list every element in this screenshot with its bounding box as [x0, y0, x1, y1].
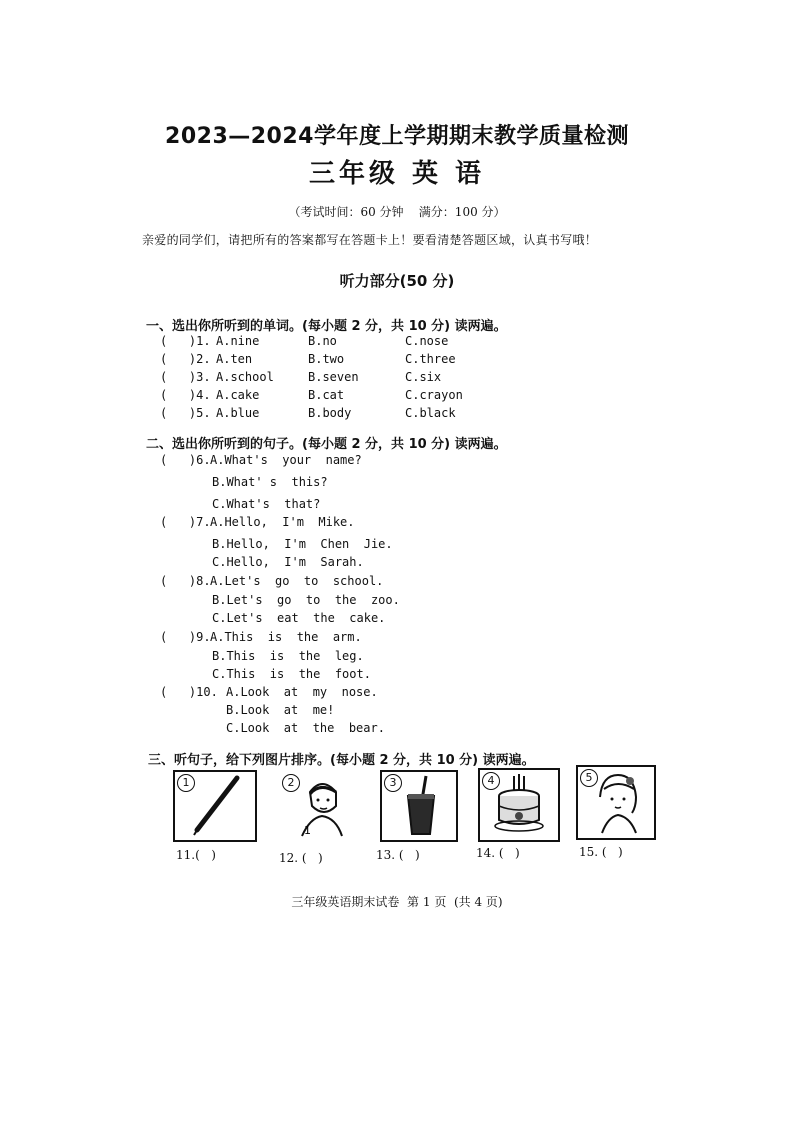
q9-number: ( )9. — [160, 630, 211, 644]
page-footer: 三年级英语期末试卷 第 1 页 (共 4 页) — [291, 895, 503, 909]
q1-option-b: B.no — [308, 334, 337, 348]
picture-2 — [278, 770, 362, 842]
q6-option-c: C.What's that? — [212, 497, 321, 511]
picture-5-mark: 5 — [580, 769, 598, 787]
q10-option-a: A.Look at my nose. — [226, 685, 378, 699]
caption-12: 12. ( ) — [279, 851, 323, 865]
q4-option-b: B.cat — [308, 388, 345, 402]
q4-option-c: C.crayon — [405, 388, 463, 402]
picture-2-mark: 2 — [282, 774, 300, 792]
picture-4 — [478, 768, 560, 842]
q5-option-b: B.body — [308, 406, 352, 420]
q2-option-a: A.ten — [216, 352, 253, 366]
picture-3-mark: 3 — [384, 774, 402, 792]
picture-1 — [173, 770, 257, 842]
q6-option-b: B.What' s this? — [212, 475, 328, 489]
q8-option-c: C.Let's eat the cake. — [212, 611, 386, 625]
q10-option-b: B.Look at me! — [226, 703, 335, 717]
q7-number: ( )7. — [160, 515, 211, 529]
q4-number: ( )4. — [160, 388, 211, 402]
q10-option-c: C.Look at the bear. — [226, 721, 385, 735]
q7-option-c: C.Hello, I'm Sarah. — [212, 555, 364, 569]
q7-option-a: A.Hello, I'm Mike. — [210, 515, 355, 529]
q4-option-a: A.cake — [216, 388, 260, 402]
q3-option-c: C.six — [405, 370, 442, 384]
section2-title: 二、选出你所听到的句子。(每小题 2 分，共 10 分) 读两遍。 — [146, 437, 507, 452]
birthday-cake-icon — [480, 770, 557, 839]
q3-option-a: A.school — [216, 370, 274, 384]
q3-option-b: B.seven — [308, 370, 359, 384]
q9-option-b: B.This is the leg. — [212, 649, 364, 663]
q8-number: ( )8. — [160, 574, 211, 588]
q9-option-c: C.This is the foot. — [212, 667, 371, 681]
q2-option-c: C.three — [405, 352, 456, 366]
q3-number: ( )3. — [160, 370, 211, 384]
picture-4-mark: 4 — [482, 772, 500, 790]
q8-option-b: B.Let's go to the zoo. — [212, 593, 400, 607]
exam-notice: 亲爱的同学们，请把所有的答案都写在答题卡上！要看清楚答题区域，认真书写哦！ — [142, 233, 598, 247]
pen-icon — [175, 772, 254, 839]
exam-subtitle: 三年级 英 语 — [308, 159, 486, 189]
q5-option-a: A.blue — [216, 406, 260, 420]
girl-icon — [578, 767, 653, 837]
exam-info: （考试时间：60 分钟 满分：100 分） — [288, 205, 506, 219]
q2-number: ( )2. — [160, 352, 211, 366]
caption-14: 14. ( ) — [476, 846, 520, 860]
q9-option-a: A.This is the arm. — [210, 630, 362, 644]
part-title: 听力部分(50 分) — [339, 272, 455, 290]
caption-15: 15. ( ) — [579, 845, 623, 859]
section1-title: 一、选出你所听到的单词。(每小题 2 分，共 10 分) 读两遍。 — [146, 319, 507, 334]
q8-option-a: A.Let's go to school. — [210, 574, 384, 588]
picture-1-mark: 1 — [177, 774, 195, 792]
q1-option-c: C.nose — [405, 334, 449, 348]
q1-number: ( )1. — [160, 334, 211, 348]
svg-text:1: 1 — [304, 824, 311, 837]
caption-13: 13. ( ) — [376, 848, 420, 862]
picture-5 — [576, 765, 656, 840]
picture-3 — [380, 770, 458, 842]
drink-cup-icon — [382, 772, 455, 839]
q6-number: ( )6. — [160, 453, 211, 467]
q6-option-a: A.What's your name? — [210, 453, 362, 467]
exam-title: 2023—2024学年度上学期期末教学质量检测 — [165, 124, 629, 149]
boy-icon — [280, 772, 364, 844]
q5-number: ( )5. — [160, 406, 211, 420]
q10-number: ( )10. — [160, 685, 218, 699]
q5-option-c: C.black — [405, 406, 456, 420]
q2-option-b: B.two — [308, 352, 345, 366]
caption-11: 11.( ) — [176, 848, 216, 862]
section3-title: 三、听句子，给下列图片排序。(每小题 2 分，共 10 分) 读两遍。 — [148, 753, 535, 768]
q1-option-a: A.nine — [216, 334, 260, 348]
q7-option-b: B.Hello, I'm Chen Jie. — [212, 537, 393, 551]
